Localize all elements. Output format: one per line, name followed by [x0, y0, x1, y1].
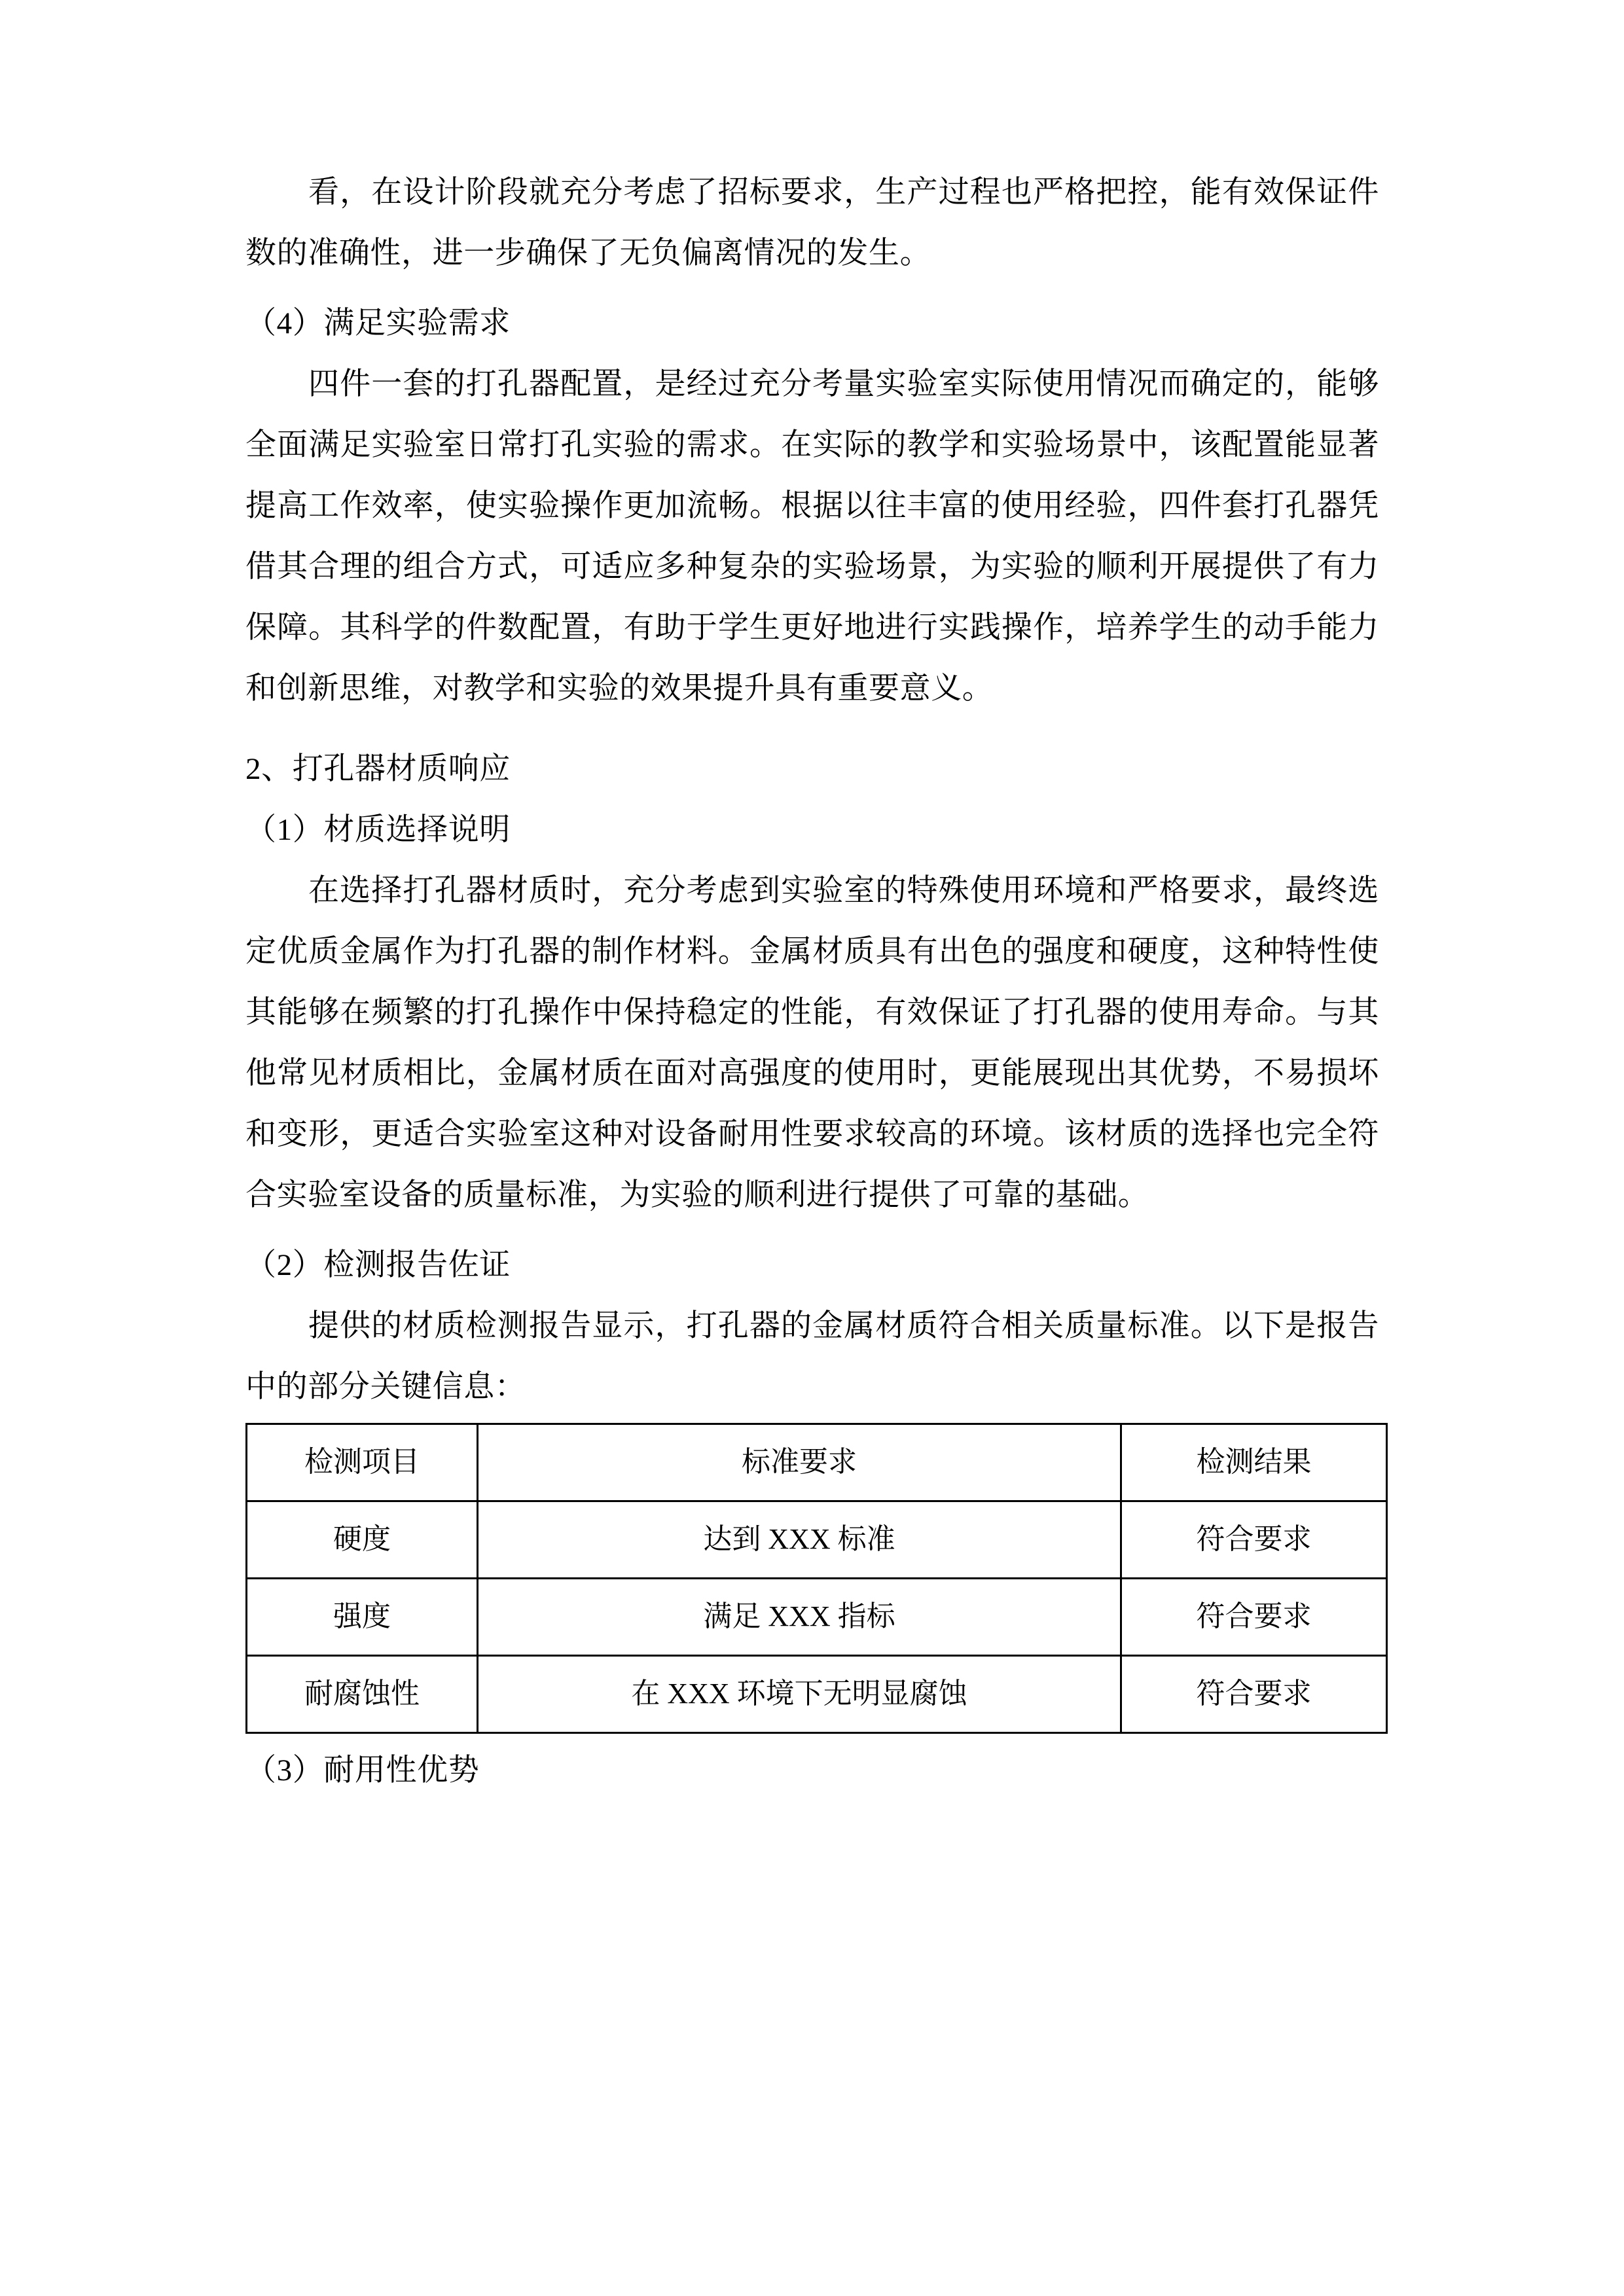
table-cell-result: 符合要求 — [1121, 1501, 1387, 1579]
table-header-cell-standard: 标准要求 — [478, 1424, 1121, 1501]
spacer — [245, 1226, 1379, 1235]
table-cell-item: 强度 — [247, 1579, 478, 1656]
table-cell-item: 耐腐蚀性 — [247, 1656, 478, 1733]
table-cell-item: 硬度 — [247, 1501, 478, 1579]
paragraph-section-2-1: 在选择打孔器材质时，充分考虑到实验室的特殊使用环境和严格要求，最终选定优质金属作为打孔器的制作材料。金属材质具有出色的强度和硬度，这种特性使其能够在频繁的打孔操作中保持稳定的性能，有效保证了打孔器的使用寿命。与其他常见材质相比，金属材质在面对高强度的使用时，更能展现出其优势，不易损坏和变形，更适合实验室这种对设备耐用性要求较高的环境。该材质的选择也完全符合实验室设备的质量标准，为实验的顺利进行提供了可靠的基础。 — [245, 874, 1379, 1212]
heading-section-2-1: （1）材质选择说明 — [245, 813, 511, 847]
heading-section-4: （4）满足实验需求 — [245, 306, 511, 340]
table-row — [247, 1579, 1387, 1656]
heading-section-2-3: （3）耐用性优势 — [245, 1753, 480, 1787]
heading-section-2: 2、打孔器材质响应 — [245, 752, 511, 786]
page-content — [245, 162, 1379, 1801]
continued-paragraph: 看，在设计阶段就充分考虑了招标要求，生产过程也严格把控，能有效保证件数的准确性，进一步确保了无负偏离情况的发生。 — [245, 175, 1379, 270]
spacer — [245, 284, 1379, 293]
table-row — [247, 1501, 1387, 1579]
heading-section-2-2: （2）检测报告佐证 — [245, 1248, 511, 1282]
table-cell-standard: 满足 XXX 指标 — [478, 1579, 1121, 1656]
paragraph-section-4: 四件一套的打孔器配置，是经过充分考量实验室实际使用情况而确定的，能够全面满足实验室日常打孔实验的需求。在实际的教学和实验场景中，该配置能显著提高工作效率，使实验操作更加流畅。根据以往丰富的使用经验，四件套打孔器凭借其合理的组合方式，可适应多种复杂的实验场景，为实验的顺利开展提供了有力保障。其科学的件数配置，有助于学生更好地进行实践操作，培养学生的动手能力和创新思维，对教学和实验的效果提升具有重要意义。 — [245, 367, 1379, 706]
table-cell-standard: 达到 XXX 标准 — [478, 1501, 1121, 1579]
table-header-cell-result: 检测结果 — [1121, 1424, 1387, 1501]
table-header-cell-item: 检测项目 — [247, 1424, 478, 1501]
table-cell-standard: 在 XXX 环境下无明显腐蚀 — [478, 1656, 1121, 1733]
table-cell-result: 符合要求 — [1121, 1656, 1387, 1733]
inspection-report-table-wrap — [245, 1423, 1379, 1734]
table-cell-result: 符合要求 — [1121, 1579, 1387, 1656]
table-row — [247, 1656, 1387, 1733]
paragraph-section-2-2: 提供的材质检测报告显示，打孔器的金属材质符合相关质量标准。以下是报告中的部分关键信息： — [245, 1309, 1379, 1404]
table-header-row — [247, 1424, 1387, 1501]
spacer — [245, 719, 1379, 739]
inspection-report-table — [245, 1423, 1388, 1734]
